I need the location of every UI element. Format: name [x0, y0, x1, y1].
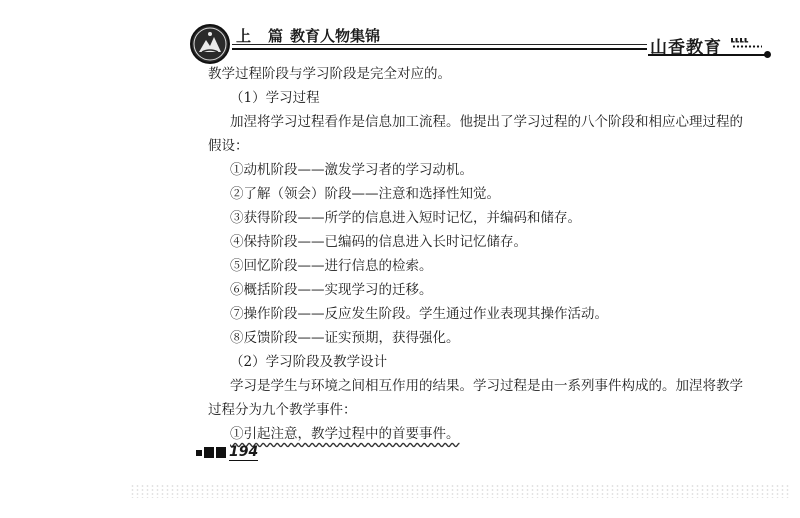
- footer-mark-icon: [196, 450, 202, 456]
- footer-mark-icon: [204, 447, 214, 458]
- list-item: ②了解（领会）阶段——注意和选择性知觉。: [230, 186, 500, 202]
- list-item: ①引起注意，教学过程中的首要事件。: [230, 426, 460, 442]
- list-item: ⑧反馈阶段——证实预期，获得强化。: [230, 330, 460, 346]
- paragraph-line: 假设：: [208, 138, 249, 154]
- rule-end-dot-icon: [764, 51, 771, 58]
- header-rule-bold: [232, 48, 647, 50]
- page-header: [0, 0, 800, 70]
- footer-mark-icon: [216, 447, 226, 458]
- page-number: 194: [229, 444, 259, 460]
- brand-dots: [732, 44, 762, 49]
- list-item: ⑦操作阶段——反应发生阶段。学生通过作业表现其操作活动。: [230, 306, 608, 322]
- paragraph-line: 加涅将学习过程看作是信息加工流程。他提出了学习过程的八个阶段和相应心理过程的: [230, 114, 743, 130]
- list-item: ①动机阶段——激发学习者的学习动机。: [230, 162, 473, 178]
- publisher-logo-icon: [190, 24, 230, 64]
- list-item: ⑤回忆阶段——进行信息的检索。: [230, 258, 433, 274]
- list-item: ③获得阶段——所学的信息进入短时记忆，并编码和储存。: [230, 210, 581, 226]
- paragraph-line: 学习是学生与环境之间相互作用的结果。学习过程是由一系列事件构成的。加涅将教学: [230, 378, 743, 394]
- chapter-title: 教育人物集锦: [290, 27, 381, 45]
- brand-rule: [648, 54, 768, 56]
- subsection-heading: （1）学习过程: [230, 90, 320, 106]
- scan-noise: [130, 484, 790, 498]
- paragraph-line: 过程分为九个教学事件：: [208, 402, 357, 418]
- brand-decoration: ⸤⸤⸤⸤: [730, 30, 748, 44]
- list-item: ④保持阶段——已编码的信息进入长时记忆储存。: [230, 234, 527, 250]
- subsection-heading: （2）学习阶段及教学设计: [230, 354, 388, 370]
- brand-name: 山香教育: [650, 38, 722, 58]
- paragraph-line: 教学过程阶段与学习阶段是完全对应的。: [208, 66, 451, 82]
- section-label: 上 篇: [236, 27, 285, 45]
- header-rule: [232, 44, 647, 45]
- list-item: ⑥概括阶段——实现学习的迁移。: [230, 282, 433, 298]
